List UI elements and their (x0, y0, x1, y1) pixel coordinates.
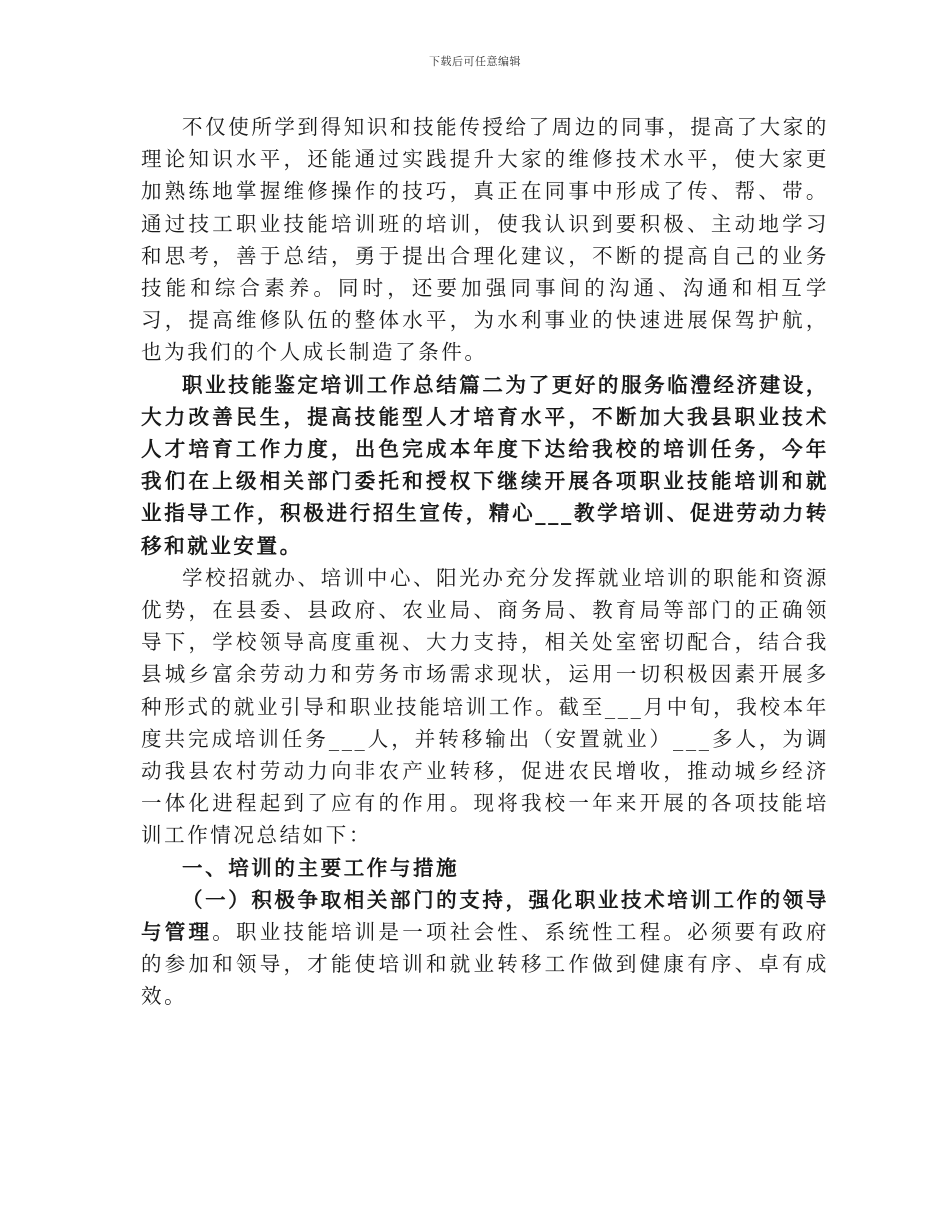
paragraph-1: 不仅使所学到得知识和技能传授给了周边的同事，提高了大家的理论知识水平，还能通过实践提升大家的维修技术水平，使大家更加熟练地掌握维修操作的技巧，真正在同事中形成了传、帮、带。通过技工职业技能培训班的培训，使我认识到要积极、主动地学习和思考，善于总结，勇于提出合理化建议，不断的提高自己的业务技能和综合素养。同时，还要加强同事间的沟通、沟通和相互学习，提高维修队伍的整体水平，为水利事业的快速进展保驾护航，也为我们的个人成长制造了条件。 (141, 115, 829, 365)
document-body (141, 111, 829, 1013)
paragraph-3: 学校招就办、培训中心、阳光办充分发挥就业培训的职能和资源优势，在县委、县政府、农业局、商务局、教育局等部门的正确领导下，学校领导高度重视、大力支持，相关处室密切配合，结合我县城乡富余劳动力和劳务市场需求现状，运用一切积极因素开展多种形式的就业引导和职业技能培训工作。截至___月中旬，我校本年度共完成培训任务___人，并转移输出（安置就业）___多人，为调动我县农村劳动力向非农产业转移，促进农民增收，推动城乡经济一体化进程起到了应有的作用。现将我校一年来开展的各项技能培训工作情况总结如下： (141, 565, 829, 848)
paragraph-4-bold-lead: （一）积极争取相关部门的支持，强化职业技术培训工作的领导与管理 (141, 887, 829, 945)
header-note: 下载后可任意编辑 (429, 55, 521, 68)
paragraph-4 (141, 884, 829, 1013)
section-heading: 一、培训的主要工作与措施 (182, 855, 460, 880)
paragraph-4-text: 。职业技能培训是一项社会性、系统性工程。必须要有政府的参加和领导，才能使培训和就业转移工作做到健康有序、卓有成效。 (141, 920, 829, 1009)
paragraph-2-bold: 职业技能鉴定培训工作总结篇二为了更好的服务临澧经济建设，大力改善民生，提高技能型人才培育水平，不断加大我县职业技术人才培育工作力度，出色完成本年度下达给我校的培训任务，今年我们在上级相关部门委托和授权下继续开展各项职业技能培训和就业指导工作，积极进行招生宣传，精心___教学培训、促进劳动力转移和就业安置。 (141, 372, 829, 558)
